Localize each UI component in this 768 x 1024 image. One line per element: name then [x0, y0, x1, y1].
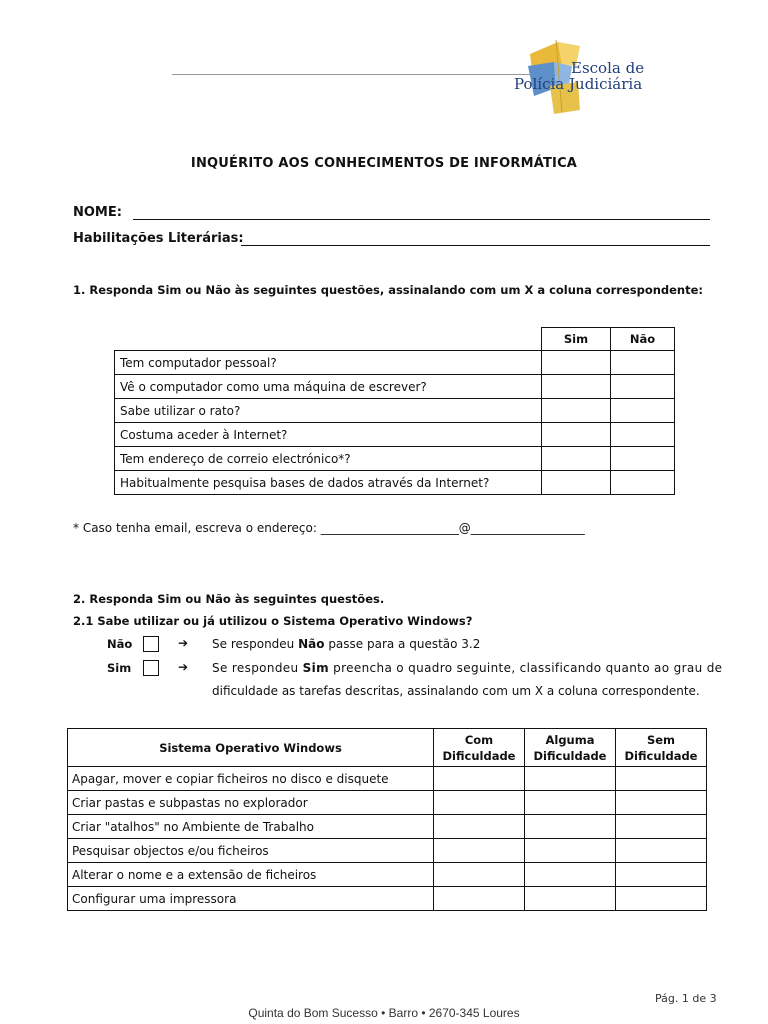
habilitacoes-label: Habilitações Literárias:: [73, 231, 244, 246]
alguma-cell[interactable]: [525, 791, 616, 815]
table-title-header: Sistema Operativo Windows: [68, 729, 434, 767]
sim-checkbox[interactable]: [143, 660, 159, 676]
table-row: [115, 447, 675, 471]
sim-instruction-line-2: dificuldade as tarefas descritas, assinalando com um X a coluna correspondente.: [212, 684, 700, 698]
col-sem-dificuldade: [616, 729, 707, 767]
table-row: [68, 815, 707, 839]
nao-cell[interactable]: [611, 375, 675, 399]
sim-instruction: [212, 661, 722, 675]
sem-cell[interactable]: [616, 839, 707, 863]
task-label: Apagar, mover e copiar ficheiros no disco e disquete: [68, 767, 434, 791]
alguma-cell[interactable]: [525, 767, 616, 791]
com-cell[interactable]: [434, 887, 525, 911]
task-label: Configurar uma impressora: [68, 887, 434, 911]
sem-cell[interactable]: [616, 791, 707, 815]
col-alguma-line1: Alguma: [545, 732, 595, 747]
com-cell[interactable]: [434, 839, 525, 863]
sem-cell[interactable]: [616, 815, 707, 839]
task-label: Criar "atalhos" no Ambiente de Trabalho: [68, 815, 434, 839]
nao-cell[interactable]: [611, 471, 675, 495]
arrow-icon: ➔: [178, 660, 189, 674]
com-cell[interactable]: [434, 791, 525, 815]
table-corner: [115, 328, 542, 351]
windows-difficulty-table: [67, 728, 707, 911]
sim-instruction-post: preencha o quadro seguinte, classificando quanto ao grau de: [328, 661, 723, 675]
sim-cell[interactable]: [542, 447, 611, 471]
col-com-dificuldade: [434, 729, 525, 767]
col-alguma-dificuldade: [525, 729, 616, 767]
sim-instruction-bold: Sim: [302, 661, 329, 675]
habilitacoes-field[interactable]: [241, 245, 710, 246]
sim-cell[interactable]: [542, 375, 611, 399]
school-logo-text: [514, 60, 644, 92]
row-label: Costuma aceder à Internet?: [115, 423, 542, 447]
col-sem-line1: Sem: [646, 732, 676, 747]
footer-address: Quinta do Bom Sucesso • Barro • 2670-345 Loures: [248, 1006, 520, 1020]
question-2: 2. Responda Sim ou Não às seguintes questões.: [73, 592, 385, 606]
table-row: [68, 839, 707, 863]
alguma-cell[interactable]: [525, 863, 616, 887]
com-cell[interactable]: [434, 767, 525, 791]
sim-cell[interactable]: [542, 399, 611, 423]
page-title: INQUÉRITO AOS CONHECIMENTOS DE INFORMÁTICA: [190, 156, 578, 171]
sim-cell[interactable]: [542, 423, 611, 447]
col-com-line1: Com: [464, 732, 494, 747]
task-label: Criar pastas e subpastas no explorador: [68, 791, 434, 815]
col-sem-line2: Dificuldade: [624, 748, 698, 763]
nome-label: NOME:: [73, 205, 122, 220]
row-label: Habitualmente pesquisa bases de dados através da Internet?: [115, 471, 542, 495]
nao-instruction: [212, 637, 480, 651]
table-row: [68, 791, 707, 815]
alguma-cell[interactable]: [525, 839, 616, 863]
row-label: Vê o computador como uma máquina de escrever?: [115, 375, 542, 399]
table-row: [68, 767, 707, 791]
question-2-1: 2.1 Sabe utilizar ou já utilizou o Sistema Operativo Windows?: [73, 614, 473, 628]
email-note: * Caso tenha email, escreva o endereço: _______________________@___________________: [73, 521, 585, 535]
nome-field[interactable]: [133, 219, 710, 220]
table-row: [115, 423, 675, 447]
page-number: Pág. 1 de 3: [655, 992, 717, 1005]
row-label: Tem computador pessoal?: [115, 351, 542, 375]
alguma-cell[interactable]: [525, 815, 616, 839]
table-row: [115, 471, 675, 495]
table-row: [68, 863, 707, 887]
sem-cell[interactable]: [616, 767, 707, 791]
arrow-icon: ➔: [178, 636, 189, 650]
sem-cell[interactable]: [616, 863, 707, 887]
sem-cell[interactable]: [616, 887, 707, 911]
nao-cell[interactable]: [611, 423, 675, 447]
sim-cell[interactable]: [542, 351, 611, 375]
col-alguma-line2: Dificuldade: [533, 748, 607, 763]
table-row: [115, 351, 675, 375]
question-1: 1. Responda Sim ou Não às seguintes questões, assinalando com um X a coluna correspondente:: [73, 283, 704, 297]
table-row: [115, 399, 675, 423]
nao-instruction-post: passe para a questão 3.2: [324, 637, 481, 651]
row-label: Sabe utilizar o rato?: [115, 399, 542, 423]
com-cell[interactable]: [434, 863, 525, 887]
sim-instruction-pre: Se respondeu: [212, 661, 303, 675]
col-sim-header: Sim: [542, 328, 611, 351]
nao-option-label: Não: [107, 637, 133, 651]
table-row: [68, 887, 707, 911]
row-label: Tem endereço de correio electrónico*?: [115, 447, 542, 471]
com-cell[interactable]: [434, 815, 525, 839]
task-label: Alterar o nome e a extensão de ficheiros: [68, 863, 434, 887]
logo-line-1: Escola de: [571, 59, 645, 77]
nao-cell[interactable]: [611, 399, 675, 423]
task-label: Pesquisar objectos e/ou ficheiros: [68, 839, 434, 863]
header-divider: [172, 74, 532, 75]
nao-cell[interactable]: [611, 447, 675, 471]
nao-checkbox[interactable]: [143, 636, 159, 652]
nao-instruction-bold: Não: [298, 637, 325, 651]
sim-option-label: Sim: [107, 661, 132, 675]
col-nao-header: Não: [611, 328, 675, 351]
yes-no-table: [114, 327, 675, 495]
nao-cell[interactable]: [611, 351, 675, 375]
logo-line-2: Polícia Judiciária: [514, 75, 643, 93]
nao-instruction-pre: Se respondeu: [212, 637, 299, 651]
alguma-cell[interactable]: [525, 887, 616, 911]
col-com-line2: Dificuldade: [442, 748, 516, 763]
sim-cell[interactable]: [542, 471, 611, 495]
table-row: [115, 375, 675, 399]
